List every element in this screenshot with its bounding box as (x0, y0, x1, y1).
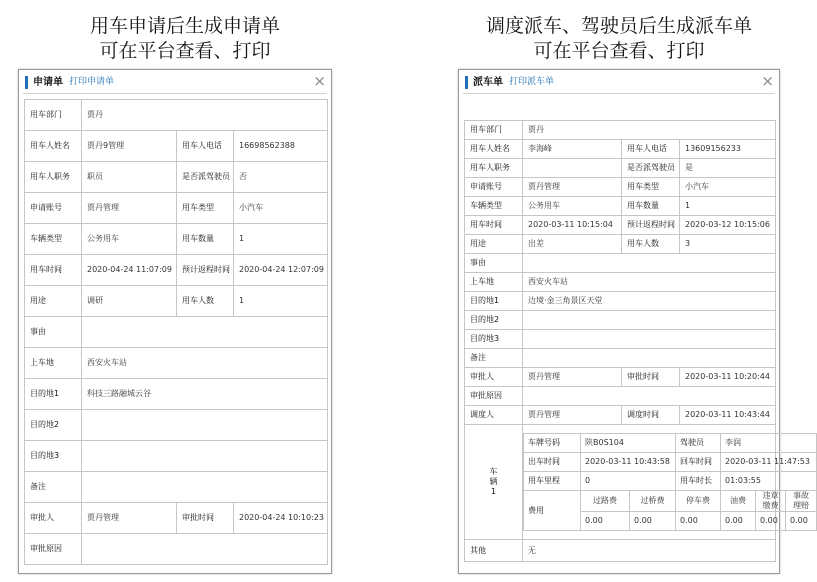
left-caption-line-1: 用车申请后生成申请单 (89, 15, 280, 37)
field-value (523, 349, 776, 368)
field-value: 西安火车站 (82, 348, 328, 379)
field-label: 审批时间 (177, 503, 234, 534)
fee-value-toll: 0.00 (581, 512, 630, 531)
print-application-link[interactable]: 打印申请单 (69, 77, 115, 87)
return-label: 回车时间 (676, 453, 721, 472)
form-row (25, 503, 328, 534)
vehicle-label-cell (465, 425, 523, 540)
field-value: 小汽车 (680, 178, 776, 197)
fee-value-parking: 0.00 (676, 512, 721, 531)
form-row (465, 197, 776, 216)
vehicle-mileage-row (524, 472, 817, 491)
right-caption-line-1: 调度派车、驾驶员后生成派车单 (485, 15, 752, 37)
field-label: 用车时间 (25, 255, 82, 286)
field-label: 目的地3 (465, 330, 523, 349)
print-dispatch-link[interactable]: 打印派车单 (509, 77, 555, 87)
field-value: 贾丹 (82, 100, 328, 131)
field-value: 2020-04-24 11:07:09 (82, 255, 177, 286)
title-accent-bar (25, 76, 28, 89)
field-value: 贾丹管理 (523, 406, 622, 425)
field-value (82, 317, 328, 348)
field-label: 目的地1 (465, 292, 523, 311)
fee-header-row (524, 491, 817, 512)
dispatch-form-dialog (458, 69, 810, 574)
field-label: 审批人 (465, 368, 523, 387)
field-value: 贾丹管理 (82, 193, 177, 224)
duration-label: 用车时长 (676, 472, 721, 491)
field-label: 用车数量 (177, 224, 234, 255)
field-label: 预计返程时间 (177, 255, 234, 286)
vehicle-row (465, 425, 776, 540)
dialog-title: 派车单 (473, 77, 503, 88)
plate-value: 陕B0S104 (581, 434, 676, 453)
field-label: 备注 (25, 472, 82, 503)
field-value: 边境·金三角景区天堂 (523, 292, 776, 311)
field-value: 职员 (82, 162, 177, 193)
left-caption (20, 14, 350, 64)
fee-label: 费用 (524, 491, 581, 531)
field-label: 是否派驾驶员 (622, 159, 680, 178)
form-row (465, 178, 776, 197)
title-accent-bar (465, 76, 468, 89)
field-label: 审批原因 (465, 387, 523, 406)
field-value (82, 534, 328, 565)
field-label: 用途 (25, 286, 82, 317)
other-label: 其他 (465, 540, 523, 562)
vehicle-time-row (524, 453, 817, 472)
field-label: 用车类型 (622, 178, 680, 197)
field-value (523, 387, 776, 406)
field-value: 李海峰 (523, 140, 622, 159)
form-row (25, 534, 328, 565)
fee-header-toll: 过路费 (581, 491, 630, 512)
field-value: 贾丹管理 (82, 503, 177, 534)
form-row (465, 349, 776, 368)
form-row (465, 368, 776, 387)
field-label: 用车人职务 (465, 159, 523, 178)
field-label: 事由 (465, 254, 523, 273)
other-value: 无 (523, 540, 776, 562)
field-value: 2020-03-11 10:15:04 (523, 216, 622, 235)
field-value (523, 311, 776, 330)
field-label: 目的地3 (25, 441, 82, 472)
field-value: 1 (680, 197, 776, 216)
header-divider (463, 93, 775, 94)
driver-label: 驾驶员 (676, 434, 721, 453)
form-row (465, 121, 776, 140)
fee-header-fuel: 油费 (721, 491, 756, 512)
depart-label: 出车时间 (524, 453, 581, 472)
field-label: 用车人数 (622, 235, 680, 254)
driver-value: 李润 (721, 434, 817, 453)
field-value: 出差 (523, 235, 622, 254)
form-row (25, 193, 328, 224)
field-value: 2020-04-24 12:07:09 (234, 255, 328, 286)
field-value: 贾丹9管理 (82, 131, 177, 162)
field-label: 调度人 (465, 406, 523, 425)
field-value (82, 410, 328, 441)
dialog-header (459, 70, 779, 94)
field-label: 审批人 (25, 503, 82, 534)
form-row (465, 254, 776, 273)
fee-header-bridge: 过桥费 (630, 491, 676, 512)
field-value: 小汽车 (234, 193, 328, 224)
form-row (25, 286, 328, 317)
field-value: 公务用车 (82, 224, 177, 255)
form-row (25, 410, 328, 441)
fee-header-accident: 事故 理赔 (786, 491, 817, 512)
field-label: 目的地1 (25, 379, 82, 410)
field-value: 16698562388 (234, 131, 328, 162)
field-label: 用车人姓名 (25, 131, 82, 162)
field-label: 审批原因 (25, 534, 82, 565)
field-label: 申请账号 (25, 193, 82, 224)
field-label: 用车时间 (465, 216, 523, 235)
vehicle-detail-cell (523, 425, 810, 540)
field-value (82, 441, 328, 472)
form-row (465, 159, 776, 178)
form-row (25, 162, 328, 193)
dialog-title: 申请单 (33, 77, 63, 88)
dialog-header (19, 70, 331, 94)
field-label: 用车部门 (465, 121, 523, 140)
mileage-label: 用车里程 (524, 472, 581, 491)
field-value (523, 159, 622, 178)
field-label: 用车类型 (177, 193, 234, 224)
form-row (25, 131, 328, 162)
field-label: 用车人电话 (177, 131, 234, 162)
field-value: 13609156233 (680, 140, 776, 159)
field-value: 贾丹 (523, 121, 776, 140)
field-label: 用车人数 (177, 286, 234, 317)
field-value: 科技三路融城云谷 (82, 379, 328, 410)
field-label: 用车部门 (25, 100, 82, 131)
field-value: 公务用车 (523, 197, 622, 216)
form-row (25, 255, 328, 286)
field-value: 是 (680, 159, 776, 178)
fee-value-fuel: 0.00 (721, 512, 756, 531)
fee-header-violation: 违章 缴费 (756, 491, 786, 512)
field-value (523, 254, 776, 273)
vehicle-plate-row (524, 434, 817, 453)
mileage-value: 0 (581, 472, 676, 491)
form-row (25, 224, 328, 255)
field-label: 用车人职务 (25, 162, 82, 193)
form-row (465, 292, 776, 311)
form-row (465, 140, 776, 159)
other-row (465, 540, 776, 562)
dispatch-table (464, 120, 810, 562)
depart-value: 2020-03-11 10:43:58 (581, 453, 676, 472)
plate-label: 车牌号码 (524, 434, 581, 453)
form-row (465, 235, 776, 254)
field-value: 贾丹管理 (523, 178, 622, 197)
form-row (25, 100, 328, 131)
field-label: 目的地2 (25, 410, 82, 441)
field-label: 用车数量 (622, 197, 680, 216)
field-value: 2020-03-11 10:43:44 (680, 406, 776, 425)
field-label: 调度时间 (622, 406, 680, 425)
vehicle-detail-table (523, 433, 817, 531)
field-label: 审批时间 (622, 368, 680, 387)
field-label: 车辆类型 (465, 197, 523, 216)
field-value: 调研 (82, 286, 177, 317)
field-label: 上车地 (25, 348, 82, 379)
application-form-dialog (18, 69, 332, 574)
left-caption-line-2: 可在平台查看、打印 (99, 40, 271, 62)
field-value: 2020-04-24 10:10:23 (234, 503, 328, 534)
header-divider (23, 93, 327, 94)
field-label: 事由 (25, 317, 82, 348)
fee-value-bridge: 0.00 (630, 512, 676, 531)
field-value: 贾丹管理 (523, 368, 622, 387)
vehicle-label: 车 辆 1 (489, 467, 498, 496)
form-row (25, 317, 328, 348)
field-value: 否 (234, 162, 328, 193)
return-value: 2020-03-11 11:47:53 (721, 453, 817, 472)
field-value (82, 472, 328, 503)
close-icon[interactable]: × (761, 72, 774, 90)
fee-value-accident: 0.00 (786, 512, 817, 531)
field-value: 西安火车站 (523, 273, 776, 292)
form-row (465, 387, 776, 406)
field-value: 3 (680, 235, 776, 254)
right-caption-line-2: 可在平台查看、打印 (533, 40, 705, 62)
field-value: 1 (234, 224, 328, 255)
field-value (523, 330, 776, 349)
duration-value: 01:03:55 (721, 472, 817, 491)
form-row (25, 379, 328, 410)
form-row (465, 330, 776, 349)
form-row (465, 311, 776, 330)
field-label: 申请账号 (465, 178, 523, 197)
field-value: 1 (234, 286, 328, 317)
close-icon[interactable]: × (313, 72, 326, 90)
right-caption (458, 14, 780, 64)
field-label: 预计返程时间 (622, 216, 680, 235)
form-row (25, 441, 328, 472)
field-label: 用途 (465, 235, 523, 254)
field-label: 车辆类型 (25, 224, 82, 255)
form-row (25, 348, 328, 379)
field-label: 用车人姓名 (465, 140, 523, 159)
form-row (465, 216, 776, 235)
field-label: 目的地2 (465, 311, 523, 330)
form-row (465, 273, 776, 292)
form-row (465, 406, 776, 425)
field-value: 2020-03-12 10:15:06 (680, 216, 776, 235)
fee-value-violation: 0.00 (756, 512, 786, 531)
field-label: 上车地 (465, 273, 523, 292)
field-label: 用车人电话 (622, 140, 680, 159)
fee-header-parking: 停车费 (676, 491, 721, 512)
field-label: 是否派驾驶员 (177, 162, 234, 193)
field-value: 2020-03-11 10:20:44 (680, 368, 776, 387)
application-table (24, 99, 328, 565)
form-row (25, 472, 328, 503)
field-label: 备注 (465, 349, 523, 368)
